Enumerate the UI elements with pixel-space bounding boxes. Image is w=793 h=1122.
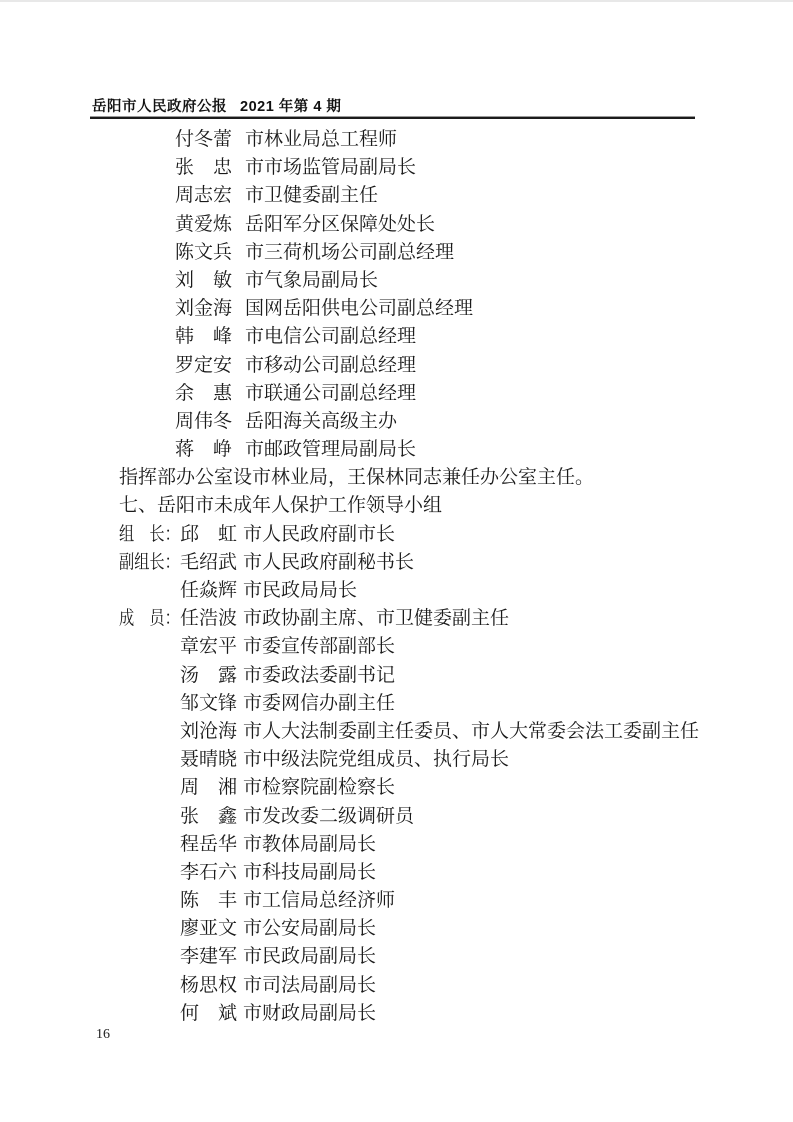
- member-title: 国网岳阳供电公司副总经理: [245, 298, 474, 320]
- member-title: 市联通公司副总经理: [245, 382, 417, 404]
- group-member-name: 邹文锋: [180, 692, 238, 714]
- header-rule: [90, 116, 695, 119]
- group-member-name: 汤 露: [180, 664, 238, 686]
- member-title: 市卫健委副主任: [245, 185, 379, 207]
- issue-label: 2021 年第 4 期: [240, 99, 342, 115]
- group-member-name: 陈 丰: [180, 890, 238, 912]
- member-name: 蒋 峥: [175, 439, 233, 461]
- leader-label: 组 长：: [119, 523, 180, 545]
- group-member-name: 聂晴晓: [180, 749, 238, 771]
- member-title: 市气象局副局长: [245, 269, 379, 291]
- member-title: 市林业局总工程师: [245, 129, 398, 150]
- member-title: 市电信公司副总经理: [245, 326, 417, 348]
- group-member-name: 周 湘: [180, 777, 238, 799]
- roster-row: [0, 408, 793, 436]
- group-member-row: [0, 746, 793, 774]
- group-member-row: [0, 605, 793, 633]
- member-title: 岳阳军分区保障处处长: [245, 213, 436, 235]
- group-member-name: 李石六: [180, 861, 238, 883]
- document-body: [0, 126, 793, 1028]
- member-title: 岳阳海关高级主办: [245, 410, 398, 432]
- deputy-leader-row: [0, 549, 793, 577]
- group-member-name: 张 鑫: [180, 805, 238, 827]
- group-member-row: [0, 633, 793, 661]
- deputy-title: 市人民政府副秘书长: [243, 551, 415, 573]
- group-member-row: [0, 774, 793, 802]
- group-member-title: 市委宣传部副部长: [243, 636, 396, 658]
- members-label: 成 员：: [119, 608, 180, 630]
- leader-name: 邱 虹: [180, 523, 238, 545]
- group-member-row: [0, 859, 793, 887]
- group-member-name: 李建军: [180, 946, 238, 968]
- roster-row: [0, 380, 793, 408]
- group-member-title: 市科技局副局长: [243, 861, 377, 883]
- roster-row: [0, 352, 793, 380]
- leader-title: 市人民政府副市长: [243, 523, 396, 545]
- group-member-name: 程岳华: [180, 833, 238, 855]
- member-title: 市移动公司副总经理: [245, 354, 417, 376]
- running-header: [92, 95, 341, 116]
- roster-row: [0, 182, 793, 210]
- group-member-title: 市公安局副局长: [243, 918, 377, 940]
- member-name: 周伟冬: [175, 410, 233, 432]
- group-member-title: 市检察院副检察长: [243, 777, 396, 799]
- group-member-name: 任浩波: [180, 608, 238, 630]
- page-top-edge: [0, 0, 793, 2]
- group-member-title: 市政协副主席、市卫健委副主任: [243, 608, 510, 630]
- group-member-title: 市民政局副局长: [243, 946, 377, 968]
- leader-row: [0, 521, 793, 549]
- group-member-title: 市教体局副局长: [243, 833, 377, 855]
- member-title: 市邮政管理局副局长: [245, 439, 417, 461]
- member-title: 市三荷机场公司副总经理: [245, 241, 455, 263]
- roster-row: [0, 126, 793, 154]
- member-name: 韩 峰: [175, 326, 233, 348]
- member-name: 付冬蕾: [175, 129, 233, 150]
- roster-row: [0, 295, 793, 323]
- group-member-title: 市司法局副局长: [243, 974, 377, 996]
- member-name: 刘 敏: [175, 269, 233, 291]
- group-member-title: 市发改委二级调研员: [243, 805, 415, 827]
- group-member-name: 杨思权: [180, 974, 238, 996]
- roster-row: [0, 239, 793, 267]
- section-heading: [0, 492, 793, 520]
- group-member-row: [0, 1000, 793, 1028]
- roster-row: [0, 323, 793, 351]
- group-member-name: 刘沧海: [180, 720, 238, 742]
- office-note: [0, 464, 793, 492]
- roster-row: [0, 267, 793, 295]
- member-name: 余 惠: [175, 382, 233, 404]
- roster-row: [0, 154, 793, 182]
- group-member-row: [0, 803, 793, 831]
- deputy-name: 毛绍武: [180, 551, 238, 573]
- deputy-leader-row: [0, 577, 793, 605]
- group-member-row: [0, 690, 793, 718]
- group-member-title: 市委网信办副主任: [243, 692, 396, 714]
- member-name: 陈文兵: [175, 241, 233, 263]
- page-number: 16: [96, 1027, 110, 1042]
- group-member-name: 章宏平: [180, 636, 238, 658]
- group-member-row: [0, 718, 793, 746]
- group-member-title: 市人大法制委副主任委员、市人大常委会法工委副主任: [243, 720, 700, 742]
- group-member-row: [0, 662, 793, 690]
- group-member-name: 何 斌: [180, 1002, 238, 1024]
- gazette-title: 岳阳市人民政府公报: [92, 99, 227, 115]
- group-member-row: [0, 972, 793, 1000]
- group-member-row: [0, 887, 793, 915]
- group-member-title: 市工信局总经济师: [243, 890, 396, 912]
- section-heading-text: 七、岳阳市未成年人保护工作领导小组: [119, 495, 443, 517]
- deputy-name: 任焱辉: [180, 580, 238, 601]
- member-title: 市市场监管局副局长: [245, 157, 417, 179]
- group-member-title: 市财政局副局长: [243, 1002, 377, 1024]
- group-member-row: [0, 831, 793, 859]
- member-name: 黄爱炼: [175, 213, 233, 235]
- deputy-leader-label: 副组长：: [119, 551, 180, 573]
- member-name: 张 忠: [175, 157, 233, 179]
- roster-row: [0, 211, 793, 239]
- group-member-row: [0, 915, 793, 943]
- office-note-text: 指挥部办公室设市林业局，王保林同志兼任办公室主任。: [119, 467, 595, 489]
- member-name: 罗定安: [175, 354, 233, 376]
- member-name: 刘金海: [175, 298, 233, 320]
- group-member-title: 市委政法委副书记: [243, 664, 396, 686]
- roster-row: [0, 436, 793, 464]
- member-name: 周志宏: [175, 185, 233, 207]
- group-member-name: 廖亚文: [180, 918, 238, 940]
- deputy-title: 市民政局局长: [243, 580, 358, 601]
- group-member-title: 市中级法院党组成员、执行局长: [243, 749, 510, 771]
- group-member-row: [0, 943, 793, 971]
